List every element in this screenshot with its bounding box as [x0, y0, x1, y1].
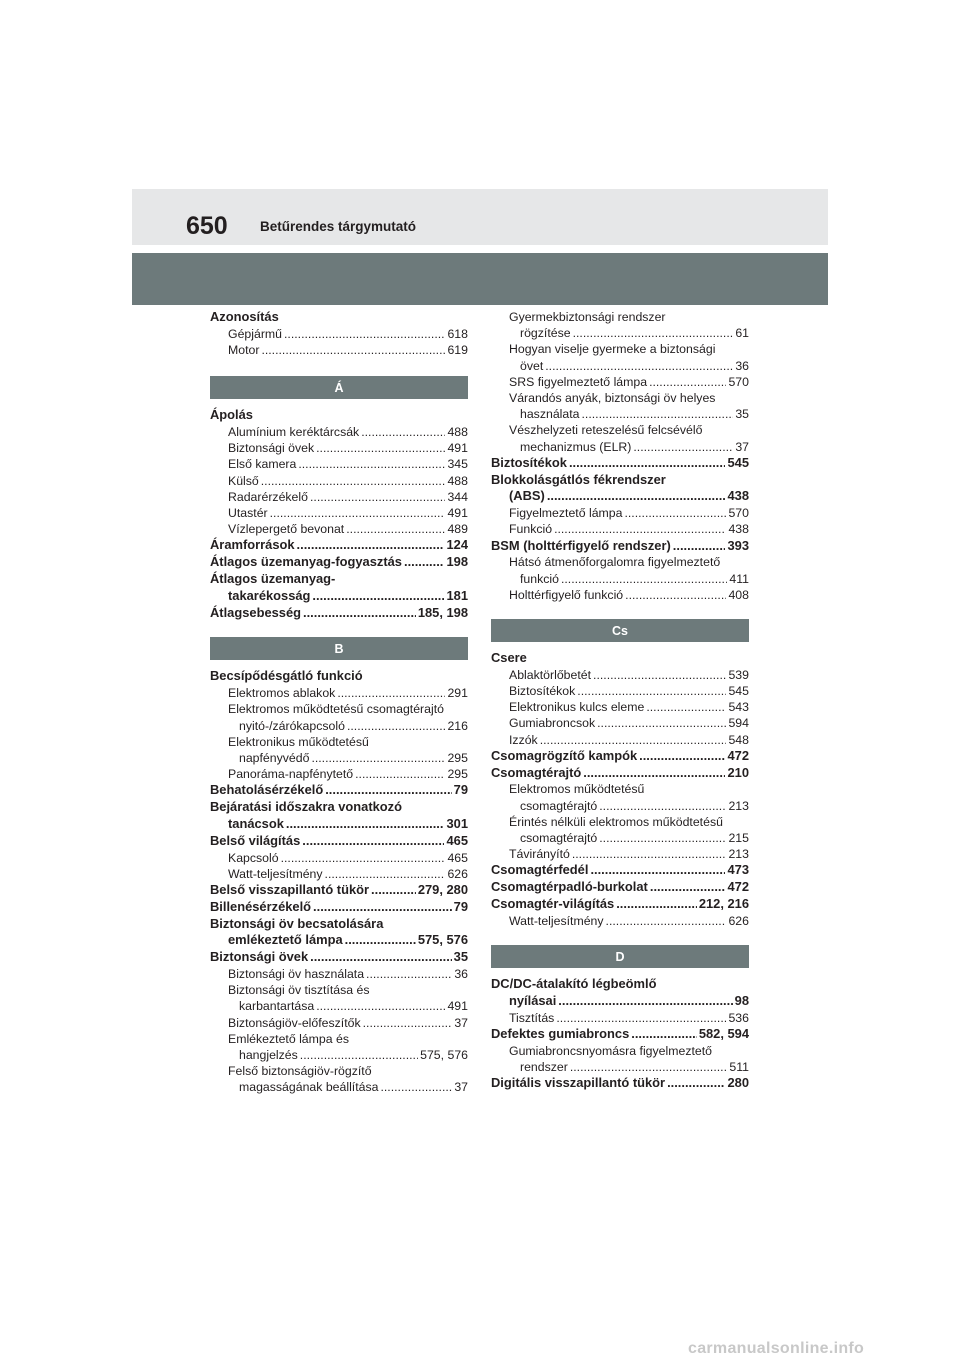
index-entry: Digitális visszapillantó tükör ..... 280: [491, 1075, 749, 1092]
index-subentry: Radarérzékelő ..... 344: [228, 489, 468, 505]
index-subentry: Biztonsági öv használata ..... 36: [228, 966, 468, 982]
index-entry: Biztosítékok ..... 545: [491, 455, 749, 472]
index-subentry: Biztonságiöv-előfeszítők ..... 37: [228, 1015, 468, 1031]
index-entry: Átlagos üzemanyag- takarékosság ..... 181: [210, 571, 468, 605]
index-entry: BSM (holttérfigyelő rendszer) ..... 393: [491, 538, 749, 555]
index-subentry: Watt-teljesítmény ..... 626: [228, 866, 468, 882]
index-subentry: Elektromos működtetésű csomagtérajtó nyitó-/zárókapcsoló ..... 216: [228, 701, 468, 733]
index-subentry: Biztonsági öv tisztítása és karbantartása ..... 491: [228, 982, 468, 1014]
index-entry: Belső világítás ..... 465: [210, 833, 468, 850]
index-subentry: Funkció ..... 438: [509, 521, 749, 537]
index-entry: Csomagtérajtó ..... 210: [491, 765, 749, 782]
index-column-left: [210, 309, 468, 1096]
index-heading: Azonosítás: [210, 309, 279, 324]
index-subentry: Külső ..... 488: [228, 473, 468, 489]
letter-divider-a-acute: Á: [210, 376, 468, 399]
index-subentry: Hogyan viselje gyermeke a biztonsági övet ..... 36: [509, 341, 749, 373]
index-subentry: Watt-teljesítmény ..... 626: [509, 913, 749, 929]
index-subentry: Ablaktörlőbetét ..... 539: [509, 667, 749, 683]
index-entry: Átlagos üzemanyag-fogyasztás ..... 198: [210, 554, 468, 571]
index-subentry: Gumiabroncsnyomásra figyelmeztető rendszer ..... 511: [509, 1043, 749, 1075]
index-entry: Csomagtér-világítás ..... 212, 216: [491, 896, 749, 913]
index-heading: Csere: [491, 650, 527, 666]
index-subentry: Elektromos ablakok ..... 291: [228, 685, 468, 701]
index-subentry: Vízlepergető bevonat ..... 489: [228, 521, 468, 537]
letter-divider-cs: Cs: [491, 619, 749, 642]
index-entry: Biztonsági öv becsatolására emlékeztető lámpa ..... 575, 576: [210, 916, 468, 950]
index-entry: Csomagtérpadló-burkolat ..... 472: [491, 879, 749, 896]
index-heading: Ápolás: [210, 407, 253, 423]
watermark-logo: carmanualsonline.info: [688, 1340, 865, 1357]
page-number: 650: [186, 212, 228, 240]
index-subentry: Érintés nélküli elektromos működtetésű csomagtérajtó ..... 215: [509, 814, 749, 846]
index-subentry: Tisztítás ..... 536: [509, 1010, 749, 1026]
index-subentry: Gépjármű ..... 618: [228, 326, 468, 342]
index-subentry: Elektromos működtetésű csomagtérajtó ..... 213: [509, 781, 749, 813]
index-entry: Defektes gumiabroncs ..... 582, 594: [491, 1026, 749, 1043]
index-subentry: Távirányító ..... 213: [509, 846, 749, 862]
page-title: Betűrendes tárgymutató: [260, 219, 417, 234]
index-subentry: Biztonsági övek ..... 491: [228, 440, 468, 456]
index-heading: Becsípődésgátló funkció: [210, 668, 363, 684]
letter-divider-d: D: [491, 945, 749, 968]
index-entry: Bejáratási időszakra vonatkozó tanácsok ..... 301: [210, 799, 468, 833]
index-subentry: Gumiabroncsok ..... 594: [509, 715, 749, 731]
index-subentry: Holttérfigyelő funkció ..... 408: [509, 587, 749, 603]
section-band: [132, 253, 828, 305]
header-band: [132, 189, 828, 245]
index-subentry: Hátsó átmenőforgalomra figyelmeztető funkció ..... 411: [509, 554, 749, 586]
index-subentry: Kapcsoló ..... 465: [228, 850, 468, 866]
index-subentry: Emlékeztető lámpa és hangjelzés ..... 575, 576: [228, 1031, 468, 1063]
index-entry: Áramforrások ..... 124: [210, 537, 468, 554]
index-entry: Billenésérzékelő ..... 79: [210, 899, 468, 916]
index-entry: Blokkolásgátlós fékrendszer (ABS) ..... 438: [491, 472, 749, 506]
index-subentry: Felső biztonságiöv-rögzítő magasságának beállítása ..... 37: [228, 1063, 468, 1095]
index-entry: Csomagtérfedél ..... 473: [491, 862, 749, 879]
index-entry: Belső visszapillantó tükör ..... 279, 280: [210, 882, 468, 899]
index-subentry: Izzók ..... 548: [509, 732, 749, 748]
index-entry: Átlagsebesség ..... 185, 198: [210, 605, 468, 622]
index-column-right: [491, 309, 749, 1092]
index-subentry: Figyelmeztető lámpa ..... 570: [509, 505, 749, 521]
index-subentry: Elektronikus működtetésű napfényvédő ..... 295: [228, 734, 468, 766]
letter-divider-b: B: [210, 637, 468, 660]
index-subentry: Várandós anyák, biztonsági öv helyes használata ..... 35: [509, 390, 749, 422]
index-subentry: Panoráma-napfénytető ..... 295: [228, 766, 468, 782]
index-subentry: Alumínium keréktárcsák ..... 488: [228, 424, 468, 440]
index-entry: DC/DC-átalakító légbeömlő nyílásai ..... 98: [491, 976, 749, 1010]
index-subentry: Elektronikus kulcs eleme ..... 543: [509, 699, 749, 715]
index-subentry: Biztosítékok ..... 545: [509, 683, 749, 699]
index-subentry: Vészhelyzeti reteszelésű felcsévélő mechanizmus (ELR) ..... 37: [509, 422, 749, 454]
index-subentry: Első kamera ..... 345: [228, 456, 468, 472]
index-subentry: Motor ..... 619: [228, 342, 468, 358]
index-entry: Csomagrögzítő kampók ..... 472: [491, 748, 749, 765]
index-subentry: SRS figyelmeztető lámpa ..... 570: [509, 374, 749, 390]
index-entry: Behatolásérzékelő ..... 79: [210, 782, 468, 799]
index-subentry: Utastér ..... 491: [228, 505, 468, 521]
index-subentry: Gyermekbiztonsági rendszer rögzítése ..... 61: [509, 309, 749, 341]
index-entry: Biztonsági övek ..... 35: [210, 949, 468, 966]
